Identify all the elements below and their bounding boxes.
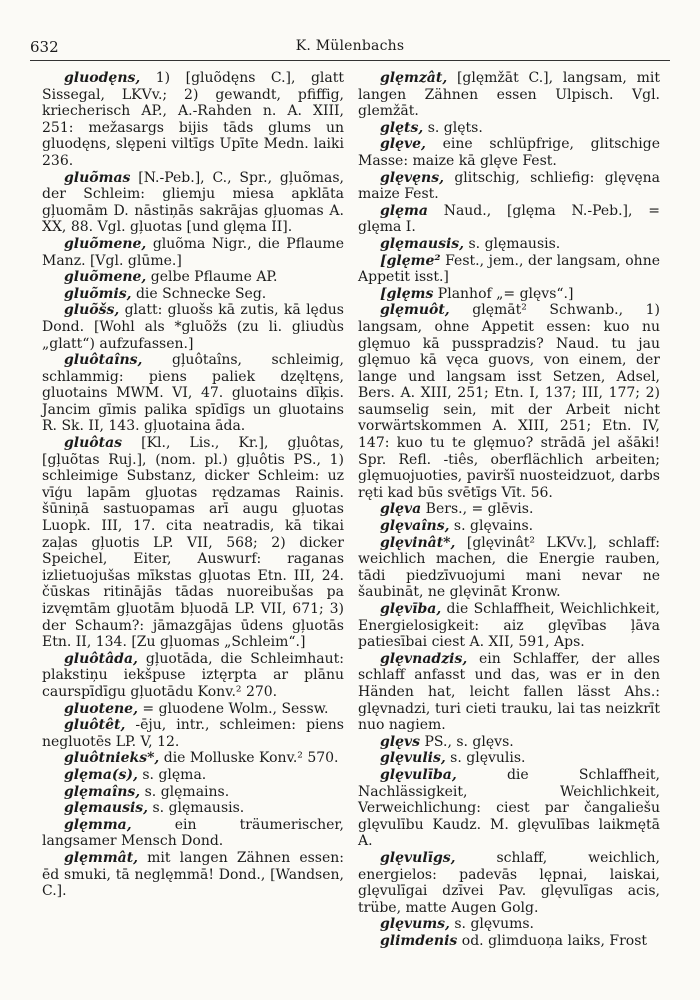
page-header (30, 38, 670, 60)
entry-headword: glęvība, (380, 601, 442, 617)
dictionary-entry (42, 302, 344, 352)
entry-headword: glęve, (380, 136, 426, 153)
dictionary-entry (358, 302, 660, 501)
entry-headword: glęmzât, (380, 70, 448, 86)
entry-body: s. glęmausis. (464, 235, 561, 252)
entry-body: gļuotāda, die Schleimhaut: plakstiņu iekšpuse iztęrpta ar plānu caurspīdīgu gļuotādu Konv.² 270. (42, 650, 344, 700)
entry-body: s. glęmausis. (148, 800, 245, 817)
entry-body: glitschig, schliefig: glęvęna maize Fest. (358, 169, 660, 203)
entry-headword: gluõmis, (64, 285, 132, 302)
dictionary-entry (358, 933, 660, 950)
entry-body: s. glęma. (137, 766, 207, 783)
dictionary-entry (358, 651, 660, 734)
entry-headword: gluõšs, (64, 302, 120, 319)
entry-headword: glęma (380, 202, 428, 219)
dictionary-entry (358, 70, 660, 120)
right-column (358, 70, 660, 949)
dictionary-entry (42, 850, 344, 900)
entry-headword: glęmaîns, (64, 783, 141, 800)
entry-headword: glęvulība, (380, 766, 457, 783)
entry-body: ein träumerischer, langsamer Mensch Dond. (42, 816, 344, 850)
entry-headword: glęvulīgs, (380, 849, 456, 866)
entry-headword: glęvaîns, (380, 518, 450, 535)
entry-body: s. glęvains. (449, 518, 534, 535)
entry-headword: glęmmât, (64, 849, 139, 866)
dictionary-entry (42, 800, 344, 817)
entry-headword: gluõmene, (64, 235, 147, 252)
dictionary-entry (358, 170, 660, 203)
entry-body: -ēju, intr., schleimen: piens negluotēs LP. V, 12. (42, 717, 344, 750)
dictionary-entry (42, 817, 344, 850)
entry-body: Naud., [glęma N.-Peb.], = glęma I. (358, 202, 660, 236)
entry-body: 1) [gluõdęns C.], glatt Sissegal, LKVv.; 2) gewandt, pfiffig, kriecherisch AP., A.-Rahden n. A. XIII, 251: mežasargs bijis tāds glums un gluodęns, slępeni viltīgs Upīte Medn. laiki 236. (42, 70, 344, 169)
dictionary-entry (42, 236, 344, 269)
entry-headword: gluôtnieks*, (64, 750, 160, 767)
entry-body: [glęmžāt C.], langsam, mit langen Zähnen essen Ulpisch. Vgl. glemžāt. (358, 70, 660, 120)
entry-headword: glęmausis, (64, 800, 149, 817)
entry-body: glęmāt² Schwanb., 1) langsam, ohne Appetit essen: kuo nu glęmuo kā pusspradzis? Naud. tu jau glęmuo kā vęca guovs, von einem, der lange und langsam isst Setzen, Adsel, Bers. A. XIII, 251; Etn. I, 137; III, 177; 2) saumselig sein, mit der Arbeit nicht vorwärtskommen A. XIII, 251; Etn. IV, 147: kuo tu te glęmuo? strādā jel ašāki! Spr. Refl. -tiês, oberflächlich arbeiten; glęmuojuoties, paviršī nuosteidzuot, darbs ręti kad būs svētīgs Vīt. 56. (358, 302, 660, 501)
dictionary-entry (358, 136, 660, 169)
entry-body: die Schnecke Seg. (131, 285, 267, 302)
dictionary-entry (358, 203, 660, 236)
dictionary-entry (42, 269, 344, 286)
entry-headword: gluotene, (64, 700, 138, 717)
dictionary-entry (358, 601, 660, 651)
dictionary-entry (358, 916, 660, 933)
entry-body: gļuôtaîns, schleimig, schlammig: piens paliek dzęltęns, gluotains MWM. VI, 47. gluotains dīķis. Jancim gīmis palika spīdīgs un gluotains R. Sk. II, 143. gļuotaina āda. (42, 352, 344, 435)
entry-headword: glęvulis, (380, 750, 446, 767)
entry-headword: glęva (380, 501, 422, 518)
entry-body: Fest., jem., der langsam, ohne Appetit isst.] (358, 252, 660, 286)
entry-headword: glimdenis (380, 932, 458, 949)
entry-headword: [glęme² (380, 252, 441, 269)
entry-headword: glęvinât*, (380, 534, 456, 551)
entry-headword: glęvnadzis, (380, 650, 468, 667)
entry-body: [glęvinât² LKVv.], schlaff: weichlich machen, die Energie rauben, tādi piedzīvuojumi mani nevar ne šaubināt, ne glęvināt Kronw. (358, 534, 660, 601)
dictionary-entry (358, 120, 660, 137)
dictionary-entry (358, 535, 660, 601)
dictionary-entry (358, 750, 660, 767)
entry-headword: glęmausis, (380, 235, 465, 252)
dictionary-entry (358, 850, 660, 916)
entry-headword: glęvums, (380, 916, 450, 933)
page-number: 632 (30, 38, 59, 56)
dictionary-entry (358, 518, 660, 535)
dictionary-entry (42, 170, 344, 236)
entry-body: od. glimduoņa laiks, Frost (457, 932, 647, 949)
entry-body: schlaff, weichlich, energielos: padevās lępnai, laiskai, glęvulīgai dzīvei Pav. glęvulīgas acis, trübe, matte Augen Golg. (358, 849, 660, 916)
entry-headword: glęmma, (64, 816, 132, 833)
dictionary-entry (42, 750, 344, 767)
entry-body: [Kl., Lis., Kr.], gļuôtas, [gļuõtas Ruj.], (nom. pl.) gļuôtis PS., 1) schleimige Substanz, dicker Schleim: uz vīģu lapām gļuotas rędzamas Rainis. šūniņā sastuopamas arī augu gļuotas Luopk. III, 17. cita neatradis, kā tikai zaļas gļuotis LP. VII, 568; 2) dicker Speichel, Eiter, Auswurf: raganas izlietuojušas mīkstas gļuotas Etn. III, 24. čūskas ritinājās tādas nuoreibušas pa izvęmtām gļuotām bļuodā LP. VII, 671; 3) der Schaum?: jāmazgājas ūdens gļuotās Etn. II, 134. [Zu gļuomas „Schleim“.] (42, 435, 344, 651)
dictionary-entry (42, 352, 344, 435)
entry-body: gelbe Pflaume AP. (146, 269, 278, 286)
entry-headword: glęvs (380, 733, 421, 750)
dictionary-entry (358, 501, 660, 518)
entry-body: glatt: gluošs kā zutis, kā lędus Dond. [Wohl als *gluõžs (zu li. gliudùs „glatt“) aufzufassen.] (42, 302, 344, 352)
entry-headword: gluôtêt, (64, 717, 126, 734)
running-title: K. Mülenbachs (295, 38, 405, 54)
entry-body: eine schlüpfrige, glitschige Masse: maize kā glęve Fest. (358, 136, 660, 169)
entry-headword: gluodęns, (64, 70, 141, 86)
entry-body: s. glęmains. (140, 783, 230, 800)
entry-body: gluõma Nigr., die Pflaume Manz. [Vgl. glūme.] (42, 235, 344, 269)
entry-headword: glęma(s), (64, 766, 138, 783)
entry-headword: gluôtas (64, 435, 123, 452)
entry-body: = gluodene Wolm., Sessw. (137, 700, 329, 717)
entry-body: die Schlaffheit, Nachlässigkeit, Weichlichkeit, Verweichlichung: ciest par čangaliešu glęvulību Kaudz. M. glęvulības laikmętā A. (358, 766, 660, 850)
entry-body: mit langen Zähnen essen: ēd smuki, tā neglęmmā! Dond., [Wandsen, C.]. (42, 849, 344, 900)
entry-body: s. glęvums. (449, 916, 535, 933)
entry-body: die Molluske Konv.² 570. (159, 750, 339, 767)
entry-headword: gluõmene, (64, 269, 147, 286)
entry-body: [N.-Peb.], C., Spr., gļuõmas, der Schleim: gliemju miesa apklāta gļuomām D. nāstiņās sakrājas gļuomas A. XX, 88. Vgl. gļuotas [und glęma II]. (42, 169, 344, 236)
dictionary-entry (42, 784, 344, 801)
dictionary-entry (42, 767, 344, 784)
entry-headword: gluõmas (64, 169, 131, 186)
left-column (42, 70, 344, 900)
entry-headword: gluôtâda, (64, 650, 138, 667)
dictionary-entry (42, 70, 344, 170)
dictionary-entry (358, 767, 660, 850)
entry-headword: [glęms (380, 285, 434, 302)
dictionary-entry (42, 435, 344, 651)
dictionary-entry (358, 734, 660, 751)
entry-body: die Schlaffheit, Weichlichkeit, Energielosigkeit: aiz glęvības ļāva patiesībai ciest A. XII, 591, Aps. (358, 601, 660, 651)
dictionary-entry (42, 701, 344, 718)
entry-headword: glęts, (380, 119, 424, 136)
entry-body: s. glęvulis. (445, 750, 526, 767)
entry-headword: glęmuôt, (380, 302, 450, 319)
entry-headword: glęvęns, (380, 169, 444, 186)
dictionary-entry (358, 253, 660, 286)
dictionary-entry (42, 717, 344, 750)
dictionary-entry (358, 286, 660, 303)
entry-headword: gluôtaîns, (64, 352, 143, 369)
entry-body: Planhof „= glęvs“.] (433, 285, 574, 302)
entry-body: s. glęts. (423, 119, 483, 136)
dictionary-entry (358, 236, 660, 253)
entry-body: ein Schlaffer, der alles schlaff anfasst und das, was er in den Händen hat, leicht fallen lässt Ahs.: glęvnadzi, turi cieti trauku, lai tas neizkrīt nuo nagiem. (358, 650, 660, 734)
dictionary-entry (42, 286, 344, 303)
entry-body: Bers., = glēvis. (421, 501, 534, 518)
dictionary-entry (42, 651, 344, 701)
header-rule (30, 60, 670, 61)
entry-body: PS., s. glęvs. (420, 733, 514, 750)
